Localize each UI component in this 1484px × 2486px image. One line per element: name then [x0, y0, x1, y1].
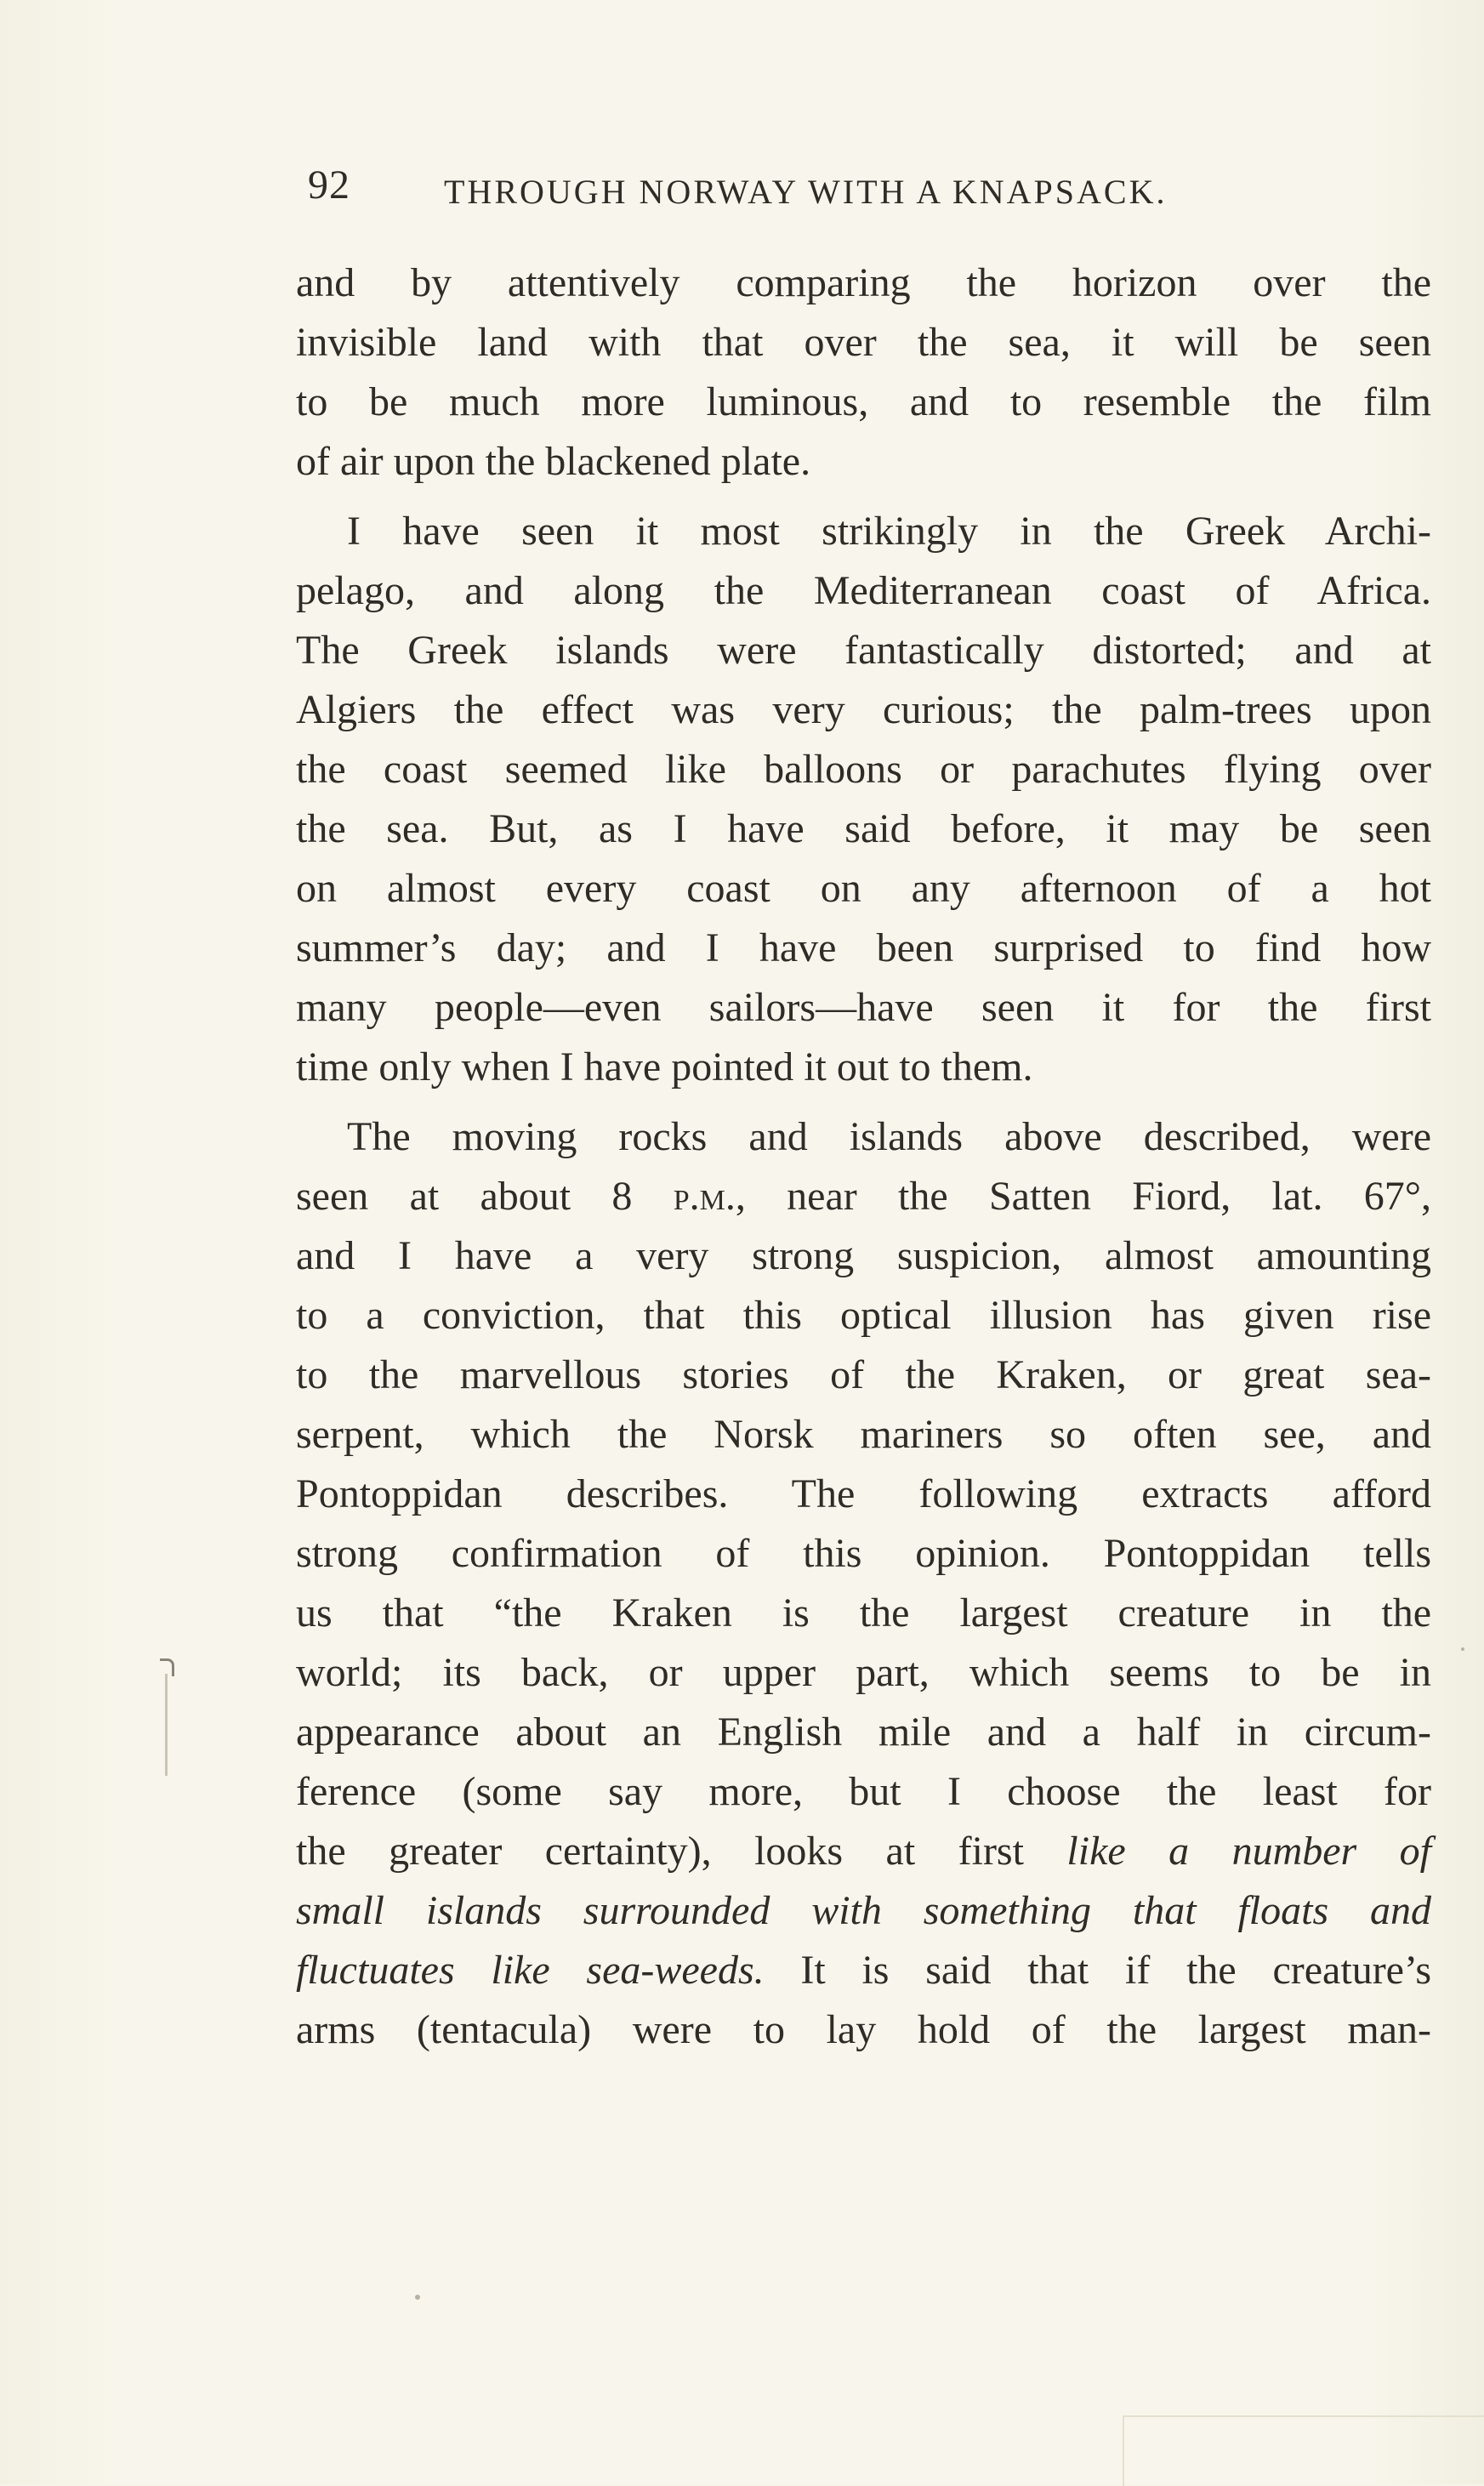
text-line: The Greek islands were fantastically distorted; and at: [296, 628, 1431, 673]
margin-pencil-mark: [153, 1658, 179, 1778]
text-line: summer’s day; and I have been surprised to find how: [296, 925, 1431, 970]
text-line: strong confirmation of this opinion. Pontoppidan tells: [296, 1531, 1431, 1576]
text-line: of air upon the blackened plate.: [296, 439, 811, 484]
text-line: many people—even sailors—have seen it for the first: [296, 985, 1431, 1030]
text-line: world; its back, or upper part, which seems to be in: [296, 1650, 1431, 1695]
text-line: ference (some say more, but I choose the least for: [296, 1769, 1431, 1814]
text-line: arms (tentacula) were to lay hold of the largest man-: [296, 2007, 1431, 2052]
margin-rule-mark: [165, 1674, 168, 1776]
text-line: to a conviction, that this optical illusion has given rise: [296, 1293, 1431, 1338]
paper-speck: [415, 2295, 420, 2300]
text-line: The moving rocks and islands above described, were: [347, 1114, 1431, 1159]
running-head: THROUGH NORWAY WITH A KNAPSACK.: [444, 173, 1168, 211]
text-line: and by attentively comparing the horizon over the: [296, 260, 1431, 305]
text-line: the sea. But, as I have said before, it may be seen: [296, 806, 1431, 851]
text-line: us that “the Kraken is the largest creature in the: [296, 1590, 1431, 1636]
text-line: the coast seemed like balloons or parachutes flying over: [296, 747, 1431, 792]
text-line: invisible land with that over the sea, it will be seen: [296, 320, 1431, 365]
text-line: appearance about an English mile and a half in circum-: [296, 1709, 1431, 1755]
page-edge-shadow: [1123, 2415, 1484, 2486]
text-line: Algiers the effect was very curious; the palm-trees upon: [296, 687, 1431, 732]
text-line: pelago, and along the Mediterranean coast of Africa.: [296, 568, 1431, 613]
text-line: and I have a very strong suspicion, almost amounting: [296, 1233, 1431, 1278]
text-line: to the marvellous stories of the Kraken, or great sea-: [296, 1352, 1431, 1397]
text-line: fluctuates like sea-weeds. It is said that if the creature’s: [296, 1948, 1431, 1993]
text-line: I have seen it most strikingly in the Greek Archi-: [347, 509, 1431, 554]
paper-speck: [1461, 1647, 1464, 1651]
text-line: time only when I have pointed it out to them.: [296, 1044, 1033, 1089]
text-line: small islands surrounded with something that floats and: [296, 1888, 1431, 1933]
page-number: 92: [308, 162, 350, 208]
text-line: on almost every coast on any afternoon of a hot: [296, 866, 1431, 911]
page-header: [308, 162, 1311, 230]
text-line: Pontoppidan describes. The following extracts afford: [296, 1471, 1431, 1516]
text-line: the greater certainty), looks at first like a number of: [296, 1829, 1432, 1874]
text-line: to be much more luminous, and to resemble the film: [296, 379, 1431, 424]
text-line: serpent, which the Norsk mariners so often see, and: [296, 1412, 1431, 1457]
text-line: seen at about 8 p.m., near the Satten Fiord, lat. 67°,: [296, 1174, 1431, 1219]
